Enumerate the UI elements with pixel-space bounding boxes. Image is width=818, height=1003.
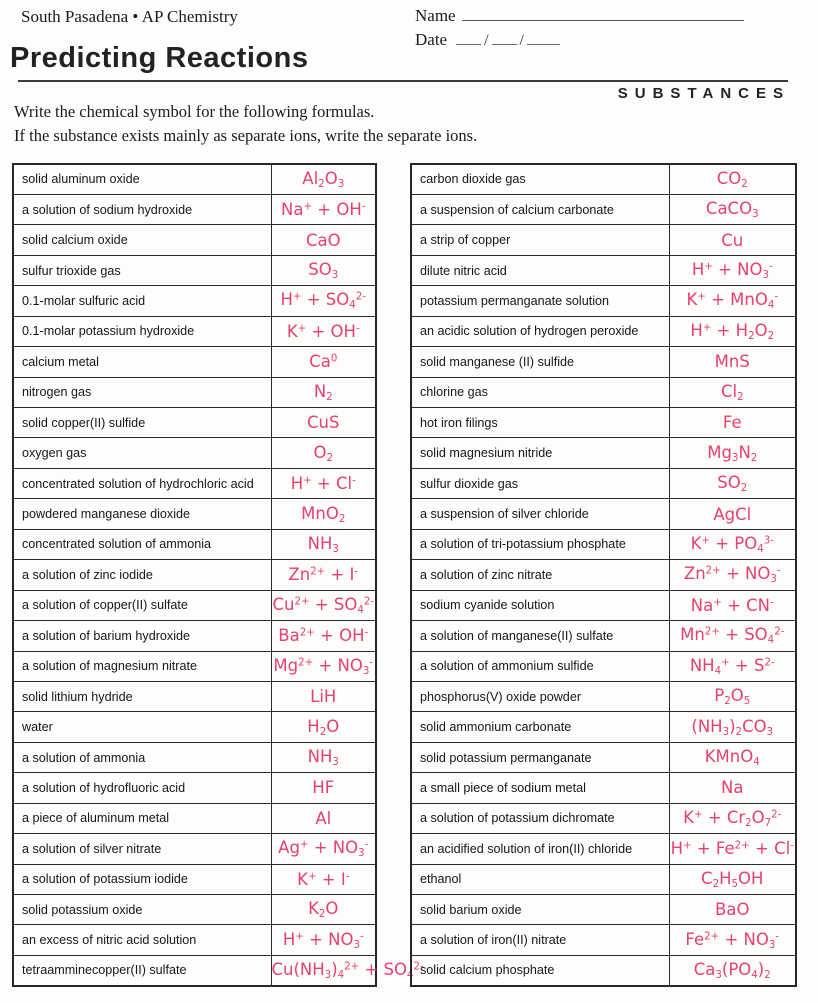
table-row xyxy=(411,712,796,742)
formula-handwritten: CaCO$_3$ xyxy=(669,194,796,224)
formula-handwritten: BaO xyxy=(669,895,796,925)
table-row xyxy=(411,864,796,894)
formula-handwritten: Na+ + CN- xyxy=(669,590,796,620)
table-row xyxy=(13,681,376,711)
formula-handwritten: $Cu(NH_3)_4^{2+} + SO_4^{2-}$ xyxy=(271,955,376,985)
substance-label: dilute nitric acid xyxy=(411,255,669,285)
substances-table-right xyxy=(410,163,797,987)
date-blank-day xyxy=(492,30,517,45)
table-row xyxy=(13,529,376,559)
name-blank-line xyxy=(462,6,744,21)
table-row xyxy=(13,286,376,316)
substance-label: concentrated solution of ammonia xyxy=(13,529,271,559)
table-row xyxy=(13,499,376,529)
table-row xyxy=(13,438,376,468)
substance-label: a solution of magnesium nitrate xyxy=(13,651,271,681)
formula-handwritten: H+ + Cl- xyxy=(271,468,376,498)
formula-handwritten: $Al_2O_3$ xyxy=(271,164,376,194)
substance-label: chlorine gas xyxy=(411,377,669,407)
table-row xyxy=(411,468,796,498)
formula-handwritten: $NH_3$ xyxy=(271,529,376,559)
formula-handwritten: Ca$^0$ xyxy=(271,347,376,377)
table-row xyxy=(411,255,796,285)
date-blank-month xyxy=(456,30,481,45)
formula-handwritten: MnS xyxy=(669,347,796,377)
substance-label: solid potassium permanganate xyxy=(411,742,669,772)
substance-label: a suspension of silver chloride xyxy=(411,499,669,529)
formula-handwritten: Al xyxy=(271,803,376,833)
table-row xyxy=(13,712,376,742)
formula-handwritten: $Ca_3(PO_4)_2$ xyxy=(669,955,796,985)
table-row xyxy=(13,347,376,377)
formula-handwritten: CuS xyxy=(271,408,376,438)
table-row xyxy=(13,773,376,803)
substance-label: powdered manganese dioxide xyxy=(13,499,271,529)
substance-label: an excess of nitric acid solution xyxy=(13,925,271,955)
table-row xyxy=(411,742,796,772)
substance-label: a solution of ammonia xyxy=(13,742,271,772)
formula-handwritten: $NH_4^+ + S^{2-}$ xyxy=(669,651,796,681)
date-blank-year xyxy=(527,30,560,45)
table-row xyxy=(13,803,376,833)
school-header: South Pasadena • AP Chemistry xyxy=(21,7,238,26)
table-row xyxy=(13,955,376,985)
table-row xyxy=(411,955,796,985)
formula-handwritten: $Mn^{2+} + SO_4^{2-}$ xyxy=(669,621,796,651)
formula-handwritten: $Ag^+ + NO_3^-$ xyxy=(271,834,376,864)
substance-label: nitrogen gas xyxy=(13,377,271,407)
formula-handwritten: $H^+ + NO_3^-$ xyxy=(669,255,796,285)
formula-handwritten: $H^+ + H_2O_2$ xyxy=(669,316,796,346)
substance-label: sulfur trioxide gas xyxy=(13,255,271,285)
table-row xyxy=(13,864,376,894)
substance-label: a strip of copper xyxy=(411,225,669,255)
table-row xyxy=(411,408,796,438)
table-row xyxy=(13,621,376,651)
formula-handwritten: CaO xyxy=(271,225,376,255)
formula-handwritten: $CO_2$ xyxy=(669,164,796,194)
table-row xyxy=(411,499,796,529)
substance-label: a solution of ammonium sulfide xyxy=(411,651,669,681)
date-label: Date xyxy=(415,30,448,49)
section-heading: SUBSTANCES xyxy=(617,85,790,102)
table-row xyxy=(411,925,796,955)
substance-label: solid magnesium nitride xyxy=(411,438,669,468)
table-row xyxy=(411,895,796,925)
formula-handwritten: $O_2$ xyxy=(271,438,376,468)
table-row xyxy=(13,560,376,590)
formula-handwritten: $N_2$ xyxy=(271,377,376,407)
substance-label: a small piece of sodium metal xyxy=(411,773,669,803)
substance-label: water xyxy=(13,712,271,742)
table-row xyxy=(13,651,376,681)
substance-label: solid lithium hydride xyxy=(13,681,271,711)
substance-label: phosphorus(V) oxide powder xyxy=(411,681,669,711)
table-row xyxy=(13,468,376,498)
table-row xyxy=(13,742,376,772)
substance-label: 0.1-molar sulfuric acid xyxy=(13,286,271,316)
formula-handwritten: MnO$_2$ xyxy=(271,499,376,529)
substance-label: calcium metal xyxy=(13,347,271,377)
formula-handwritten: $Zn^{2+} + I^-$ xyxy=(271,560,376,590)
substance-label: sulfur dioxide gas xyxy=(411,468,669,498)
substance-label: solid aluminum oxide xyxy=(13,164,271,194)
substance-label: a solution of potassium dichromate xyxy=(411,803,669,833)
formula-handwritten: $Cu^{2+} + SO_4^{2-}$ xyxy=(271,590,376,620)
formula-handwritten: K+ + OH- xyxy=(271,316,376,346)
table-row xyxy=(411,651,796,681)
table-row xyxy=(411,316,796,346)
formula-handwritten: K+ + MnO$_4$- xyxy=(669,286,796,316)
name-label: Name xyxy=(415,6,456,25)
substance-label: hot iron filings xyxy=(411,408,669,438)
substance-label: solid copper(II) sulfide xyxy=(13,408,271,438)
table-row xyxy=(411,164,796,194)
table-row xyxy=(13,164,376,194)
formula-handwritten: Cu xyxy=(669,225,796,255)
table-row xyxy=(411,590,796,620)
table-row xyxy=(411,347,796,377)
formula-handwritten: $K^+ + Cr_2O_7^{2-}$ xyxy=(669,803,796,833)
substance-label: a solution of barium hydroxide xyxy=(13,621,271,651)
page-title: Predicting Reactions xyxy=(10,42,309,74)
formula-handwritten: Fe xyxy=(669,408,796,438)
substance-label: potassium permanganate solution xyxy=(411,286,669,316)
table-row xyxy=(411,529,796,559)
substance-label: solid calcium oxide xyxy=(13,225,271,255)
table-row xyxy=(13,895,376,925)
formula-handwritten: HF xyxy=(271,773,376,803)
table-row xyxy=(13,316,376,346)
table-row xyxy=(13,925,376,955)
table-row xyxy=(13,377,376,407)
title-rule xyxy=(18,80,788,82)
substance-label: 0.1-molar potassium hydroxide xyxy=(13,316,271,346)
table-row xyxy=(411,438,796,468)
instruction-line-2: If the substance exists mainly as separate ions, write the separate ions. xyxy=(14,125,478,145)
substance-label: a solution of silver nitrate xyxy=(13,834,271,864)
table-row xyxy=(411,834,796,864)
formula-handwritten: $K_2O$ xyxy=(271,895,376,925)
substance-label: a solution of iron(II) nitrate xyxy=(411,925,669,955)
formula-handwritten: KMnO$_4$ xyxy=(669,742,796,772)
substance-label: an acidified solution of iron(II) chloride xyxy=(411,834,669,864)
table-row xyxy=(411,803,796,833)
table-row xyxy=(411,194,796,224)
substance-label: concentrated solution of hydrochloric acid xyxy=(13,468,271,498)
formula-handwritten: $NH_3$ xyxy=(271,742,376,772)
formula-handwritten: Na+ + OH- xyxy=(271,194,376,224)
formula-handwritten: $H^+ + NO_3^-$ xyxy=(271,925,376,955)
instructions xyxy=(14,100,477,147)
substance-label: a suspension of calcium carbonate xyxy=(411,194,669,224)
substance-label: a solution of manganese(II) sulfate xyxy=(411,621,669,651)
formula-handwritten: K+ + I- xyxy=(271,864,376,894)
formula-handwritten: LiH xyxy=(271,681,376,711)
substance-label: solid ammonium carbonate xyxy=(411,712,669,742)
substance-label: a solution of zinc nitrate xyxy=(411,560,669,590)
formula-handwritten: $Ba^{2+} + OH^-$ xyxy=(271,621,376,651)
substance-label: solid potassium oxide xyxy=(13,895,271,925)
date-slash: / xyxy=(519,32,524,49)
formula-handwritten: $SO_2$ xyxy=(669,468,796,498)
substance-label: a solution of copper(II) sulfate xyxy=(13,590,271,620)
table-row xyxy=(411,681,796,711)
table-row xyxy=(13,225,376,255)
formula-handwritten: $H^+ + SO_4^{2-}$ xyxy=(271,286,376,316)
date-slash: / xyxy=(484,32,489,49)
substance-label: tetraamminecopper(II) sulfate xyxy=(13,955,271,985)
formula-handwritten: $SO_3$ xyxy=(271,255,376,285)
table-row xyxy=(411,560,796,590)
formula-handwritten: $P_2O_5$ xyxy=(669,681,796,711)
substance-label: solid barium oxide xyxy=(411,895,669,925)
substance-label: a solution of sodium hydroxide xyxy=(13,194,271,224)
substance-label: a solution of zinc iodide xyxy=(13,560,271,590)
formula-handwritten: $Mg^{2+} + NO_3^-$ xyxy=(271,651,376,681)
date-row xyxy=(415,30,744,54)
name-row xyxy=(415,6,744,30)
table-row xyxy=(13,834,376,864)
substance-label: solid manganese (II) sulfide xyxy=(411,347,669,377)
substance-label: an acidic solution of hydrogen peroxide xyxy=(411,316,669,346)
table-row xyxy=(411,225,796,255)
formula-handwritten: $H_2O$ xyxy=(271,712,376,742)
formula-handwritten: $(NH_3)_2CO_3$ xyxy=(669,712,796,742)
table-row xyxy=(13,408,376,438)
table-row xyxy=(411,773,796,803)
substances-table-left xyxy=(12,163,424,987)
instruction-line-1: Write the chemical symbol for the following formulas. xyxy=(14,102,375,121)
table-row xyxy=(411,377,796,407)
table-row xyxy=(13,255,376,285)
table-row xyxy=(411,286,796,316)
table-row xyxy=(411,621,796,651)
formula-handwritten: $Fe^{2+} + NO_3^-$ xyxy=(669,925,796,955)
substance-label: oxygen gas xyxy=(13,438,271,468)
substance-label: sodium cyanide solution xyxy=(411,590,669,620)
formula-handwritten: $C_2H_5OH$ xyxy=(669,864,796,894)
substance-label: a solution of hydrofluoric acid xyxy=(13,773,271,803)
formula-handwritten: $Zn^{2+} + NO_3^-$ xyxy=(669,560,796,590)
formula-handwritten: AgCl xyxy=(669,499,796,529)
formula-handwritten: $Mg_3N_2$ xyxy=(669,438,796,468)
substance-label: carbon dioxide gas xyxy=(411,164,669,194)
table-row xyxy=(13,590,376,620)
table-row xyxy=(13,194,376,224)
substance-label: a piece of aluminum metal xyxy=(13,803,271,833)
substance-label: a solution of potassium iodide xyxy=(13,864,271,894)
formula-handwritten: $H^+ + Fe^{2+} + Cl^-$ xyxy=(669,834,796,864)
formula-handwritten: Na xyxy=(669,773,796,803)
substance-label: ethanol xyxy=(411,864,669,894)
substance-label: solid calcium phosphate xyxy=(411,955,669,985)
formula-handwritten: $K^+ + PO_4^{3-}$ xyxy=(669,529,796,559)
formula-handwritten: $Cl_2$ xyxy=(669,377,796,407)
name-date-block xyxy=(415,6,744,54)
substance-label: a solution of tri-potassium phosphate xyxy=(411,529,669,559)
